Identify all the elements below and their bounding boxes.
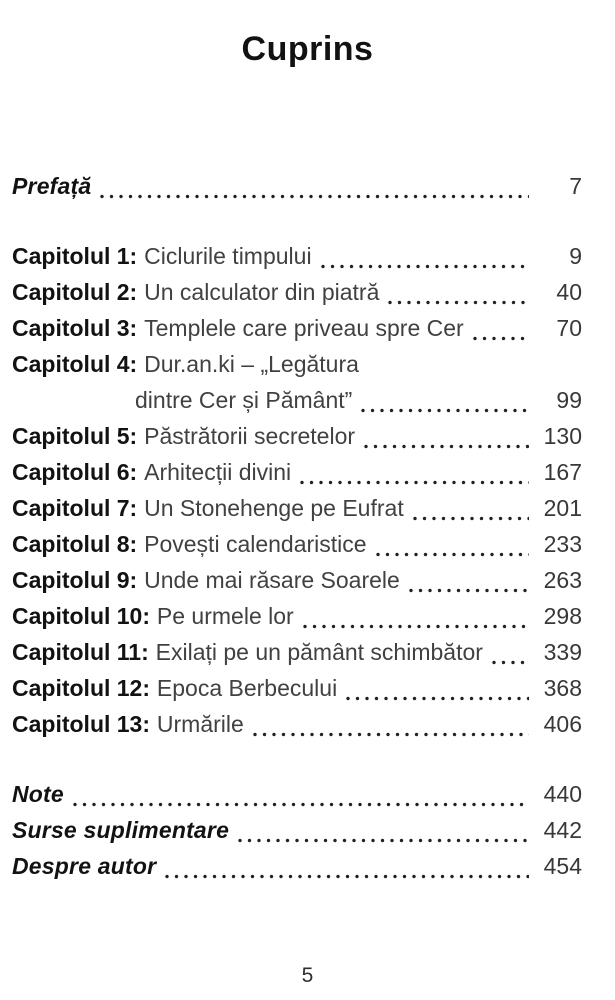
- entry-label: Urmările: [156, 711, 244, 737]
- toc-entry-chapter-6: [12, 454, 582, 490]
- dot-leader: [300, 479, 529, 486]
- dot-leader: [376, 551, 529, 558]
- dot-leader: [388, 299, 529, 306]
- entry-chapter-prefix: Capitolul 3:: [12, 315, 138, 341]
- entry-page-number: 130: [543, 423, 582, 449]
- entry-chapter-prefix: Capitolul 4:: [12, 351, 138, 377]
- dot-leader: [361, 407, 529, 414]
- toc-entry-chapter-12: [12, 670, 582, 706]
- entry-label: Povești calendaristice: [144, 531, 367, 557]
- entry-label: Arhitecții divini: [144, 459, 292, 485]
- entry-chapter-prefix: Capitolul 12:: [12, 675, 151, 701]
- dot-leader: [165, 873, 529, 880]
- entry-label: Pe urmele lor: [156, 603, 294, 629]
- entry-label: Păstrătorii secretelor: [144, 423, 356, 449]
- entry-page-number: 167: [543, 459, 582, 485]
- entry-page-number: 442: [543, 817, 582, 843]
- entry-label: Prefață: [12, 173, 92, 199]
- entry-label: Exilați pe un pământ schimbător: [155, 639, 483, 665]
- entry-label-continuation: dintre Cer și Pământ”: [135, 387, 353, 413]
- table-of-contents: [0, 168, 615, 884]
- entry-page-number: 7: [569, 173, 582, 199]
- toc-entry-chapter-3: [12, 310, 582, 346]
- dot-leader: [100, 193, 529, 200]
- entry-label: Surse suplimentare: [12, 817, 230, 843]
- entry-page-number: 339: [543, 639, 582, 665]
- toc-entry-chapter-1: [12, 238, 582, 274]
- entry-page-number: 40: [556, 279, 582, 305]
- dot-leader: [346, 695, 529, 702]
- entry-page-number: 440: [543, 781, 582, 807]
- entry-page-number: 233: [543, 531, 582, 557]
- dot-leader: [238, 837, 529, 844]
- toc-entry-chapter-13: [12, 706, 582, 742]
- entry-chapter-prefix: Capitolul 8:: [12, 531, 138, 557]
- entry-label: Epoca Berbecului: [156, 675, 338, 701]
- toc-entry-chapter-5: [12, 418, 582, 454]
- toc-entry-surse-suplimentare: [12, 812, 582, 848]
- entry-chapter-prefix: Capitolul 7:: [12, 495, 138, 521]
- toc-entry-chapter-8: [12, 526, 582, 562]
- entry-chapter-prefix: Capitolul 11:: [12, 639, 149, 665]
- dot-leader: [492, 659, 529, 666]
- entry-label: Un calculator din piatră: [144, 279, 380, 305]
- toc-entry-chapter-7: [12, 490, 582, 526]
- entry-page-number: 70: [556, 315, 582, 341]
- entry-chapter-prefix: Capitolul 9:: [12, 567, 138, 593]
- entry-label: Note: [12, 781, 64, 807]
- entry-label: Dur.an.ki – „Legătura: [144, 351, 359, 377]
- entry-page-number: 406: [543, 711, 582, 737]
- toc-entry-chapter-11: [12, 634, 582, 670]
- entry-label: Unde mai răsare Soarele: [144, 567, 400, 593]
- dot-leader: [73, 801, 529, 808]
- toc-entry-chapter-2: [12, 274, 582, 310]
- entry-chapter-prefix: Capitolul 6:: [12, 459, 138, 485]
- toc-entry-prefata: [12, 168, 582, 204]
- entry-page-number: 298: [543, 603, 582, 629]
- dot-leader: [321, 263, 529, 270]
- entry-page-number: 368: [543, 675, 582, 701]
- entry-chapter-prefix: Capitolul 10:: [12, 603, 151, 629]
- toc-entry-chapter-10: [12, 598, 582, 634]
- entry-label: Ciclurile timpului: [144, 243, 312, 269]
- folio-page-number: 5: [301, 964, 314, 987]
- entry-chapter-prefix: Capitolul 13:: [12, 711, 151, 737]
- dot-leader: [473, 335, 529, 342]
- entry-page-number: 9: [569, 243, 582, 269]
- toc-entry-chapter-4-line-2: [12, 382, 582, 418]
- entry-chapter-prefix: Capitolul 2:: [12, 279, 138, 305]
- entry-page-number: 263: [543, 567, 582, 593]
- dot-leader: [364, 443, 529, 450]
- dot-leader: [303, 623, 529, 630]
- entry-page-number: 99: [556, 387, 582, 413]
- dot-leader: [413, 515, 529, 522]
- entry-page-number: 201: [543, 495, 582, 521]
- toc-entry-despre-autor: [12, 848, 582, 884]
- page-title: Cuprins: [241, 30, 374, 68]
- entry-page-number: 454: [543, 853, 582, 879]
- entry-label: Templele care priveau spre Cer: [144, 315, 464, 341]
- entry-chapter-prefix: Capitolul 5:: [12, 423, 138, 449]
- entry-label: Un Stonehenge pe Eufrat: [144, 495, 404, 521]
- entry-label: Despre autor: [12, 853, 157, 879]
- toc-entry-note: [12, 776, 582, 812]
- toc-entry-chapter-4-line-1: [12, 346, 582, 382]
- dot-leader: [409, 587, 529, 594]
- toc-entry-chapter-9: [12, 562, 582, 598]
- dot-leader: [253, 731, 529, 738]
- entry-chapter-prefix: Capitolul 1:: [12, 243, 138, 269]
